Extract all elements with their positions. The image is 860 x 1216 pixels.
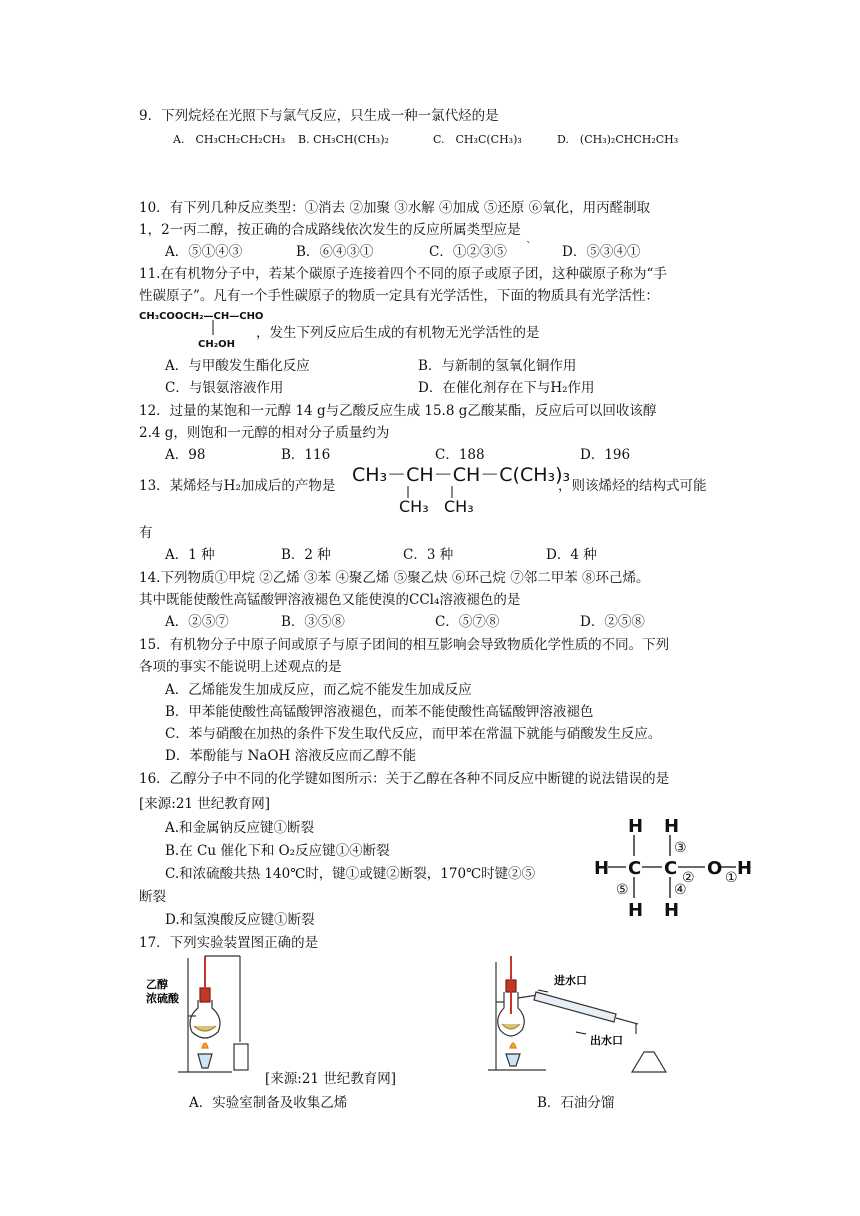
atom-h-left: H [594,858,610,879]
q12-option-d: D．196 [580,447,631,463]
q15-line2: 各项的事实不能说明上述观点的是 [139,659,342,675]
atom-h-top-left: H [628,816,644,837]
q11-structure-top: CH₃COOCH₂—CH—CHO [139,311,264,322]
figure-b-apparatus [486,952,676,1078]
q16-option-d: D.和氢溴酸反应键①断裂 [165,912,315,928]
q10-option-b: B．⑥④③① [296,244,374,260]
q13-option-c: C．3 种 [403,547,454,563]
q13-suffix: ，则该烯烃的结构式可能 [558,478,707,494]
q14-option-b: B．③⑤⑧ [281,614,345,630]
q10-option-d: D．⑤③④① [562,244,641,260]
bond-label-3: ③ [674,840,687,856]
atom-h-right: H [737,858,753,879]
atom-h-bottom-right: H [664,900,680,921]
q15-option-d: D．苯酚能与 NaOH 溶液反应而乙醇不能 [165,748,417,764]
q10-line1: 10．有下列几种反应类型：①消去 ②加聚 ③水解 ④加成 ⑤还原 ⑥氧化，用丙醛制取 [139,200,651,216]
q11-line1: 11.在有机物分子中，若某个碳原子连接着四个不同的原子或原子团，这种碳原子称为“手 [139,266,667,282]
q15-option-a: A．乙烯能发生加成反应，而乙烷不能发生加成反应 [165,682,472,698]
figure-a-caption: A．实验室制备及收集乙烯 [189,1095,348,1111]
q15-line1: 15．有机物分子中原子间或原子与原子团间的相互影响会导致物质化学性质的不同。下列 [139,637,670,653]
q13-line2: 有 [139,525,153,541]
q16-option-a: A.和金属钠反应键①断裂 [165,820,315,836]
q11-structure-bottom: CH₂OH [198,339,235,350]
q12-line2: 2.4 g，则饱和一元醇的相对分子质量约为 [139,425,390,441]
q13-formula-top: CH₃－CH－CH－C(CH₃)₃ [352,464,571,486]
atom-h-bottom-left: H [628,900,644,921]
atom-c-1: C [628,858,642,879]
q9-option-c: C. CH₃C(CH₃)₃ [433,133,522,146]
bond-label-1: ① [725,870,738,886]
q16-option-c-cont: 断裂 [139,889,166,905]
q9-option-a: A. CH₃CH₂CH₂CH₃ [173,133,286,146]
q16-source: [来源:21 世纪教育网] [139,796,271,812]
q11-line2: 性碳原子”。凡有一个手性碳原子的物质一定具有光学活性，下面的物质具有光学活性： [139,288,659,304]
q13-formula-bottom-1: CH₃ [399,497,429,516]
q14-line1: 14.下列物质①甲烷 ②乙烯 ③苯 ④聚乙烯 ⑤聚乙炔 ⑥环己烷 ⑦邻二甲苯 ⑧环己烯。 [139,570,650,586]
q11-option-a: A．与甲酸发生酯化反应 [165,358,310,374]
figure-b-inlet-label: 进水口 [554,974,587,987]
q13-option-b: B．2 种 [281,547,331,563]
q13-formula-bottom-2: CH₃ [444,497,474,516]
figure-b-caption: B．石油分馏 [537,1095,615,1111]
bond-label-5: ⑤ [616,882,629,898]
atom-c-2: C [664,858,678,879]
figure-a-label-ethanol: 乙醇 [146,978,168,991]
q10-option-a: A．⑤①④③ [165,244,243,260]
q11-option-b: B．与新制的氢氧化铜作用 [418,358,577,374]
q16-option-b: B.在 Cu 催化下和 O₂反应键①④断裂 [165,843,390,859]
q12-option-c: C．188 [435,447,485,463]
q11-option-c: C．与银氨溶液作用 [165,380,284,396]
atom-h-top-right: H [664,816,680,837]
q13-prefix: 13．某烯烃与H₂加成后的产物是 [139,478,336,494]
q11-option-d: D．在催化剂存在下与H₂作用 [418,380,595,396]
ethanol-bond-diagram [590,812,753,924]
q13-option-d: D．4 种 [546,547,597,563]
q10-stray-mark: ` [526,240,532,253]
bond-label-2: ② [682,870,695,886]
q11-structure-bond [210,320,216,336]
q14-line2: 其中既能使酸性高锰酸钾溶液褪色又能使溴的CCl₄溶液褪色的是 [139,592,521,608]
q17-stem: 17．下列实验装置图正确的是 [139,935,319,951]
q15-option-c: C．苯与硝酸在加热的条件下发生取代反应，而甲苯在常温下就能与硝酸发生反应。 [165,726,662,742]
q12-option-b: B．116 [281,447,331,463]
q15-option-b: B．甲苯能使酸性高锰酸钾溶液褪色，而苯不能使酸性高锰酸钾溶液褪色 [165,704,594,720]
q16-option-c: C.和浓硫酸共热 140℃时，键①或键②断裂，170℃时键②⑤ [165,866,536,882]
q9-option-d: D. (CH₃)₂CHCH₂CH₃ [557,133,679,146]
q10-line2: 1，2一丙二醇，按正确的合成路线依次发生的反应所属类型应是 [139,222,521,238]
q13-option-a: A．1 种 [165,547,215,563]
q16-line1: 16．乙醇分子中不同的化学键如图所示：关于乙醇在各种不同反应中断键的说法错误的是 [139,771,670,787]
bond-label-4: ④ [674,882,687,898]
figure-a-label-acid: 浓硫酸 [146,992,179,1005]
q14-option-c: C．⑤⑦⑧ [435,614,500,630]
q10-option-c: C．①②③⑤ [429,244,507,260]
atom-o: O [707,858,723,879]
q12-line1: 12．过量的某饱和一元醇 14 g与乙酸反应生成 15.8 g乙酸某酯，反应后可以回收该醇 [139,403,657,419]
q12-option-a: A．98 [165,447,206,463]
figure-a-apparatus [140,952,270,1078]
q9-stem: 9．下列烷烃在光照下与氯气反应，只生成一种一氯代烃的是 [139,108,499,124]
q11-line3: ，发生下列反应后生成的有机物无光学活性的是 [256,325,540,341]
figure-a-source: [来源:21 世纪教育网] [265,1071,397,1087]
q9-option-b: B. CH₃CH(CH₃)₂ [298,133,389,146]
q14-option-d: D．②⑤⑧ [580,614,645,630]
q14-option-a: A．②⑤⑦ [165,614,229,630]
figure-b-outlet-label: 出水口 [590,1034,623,1047]
